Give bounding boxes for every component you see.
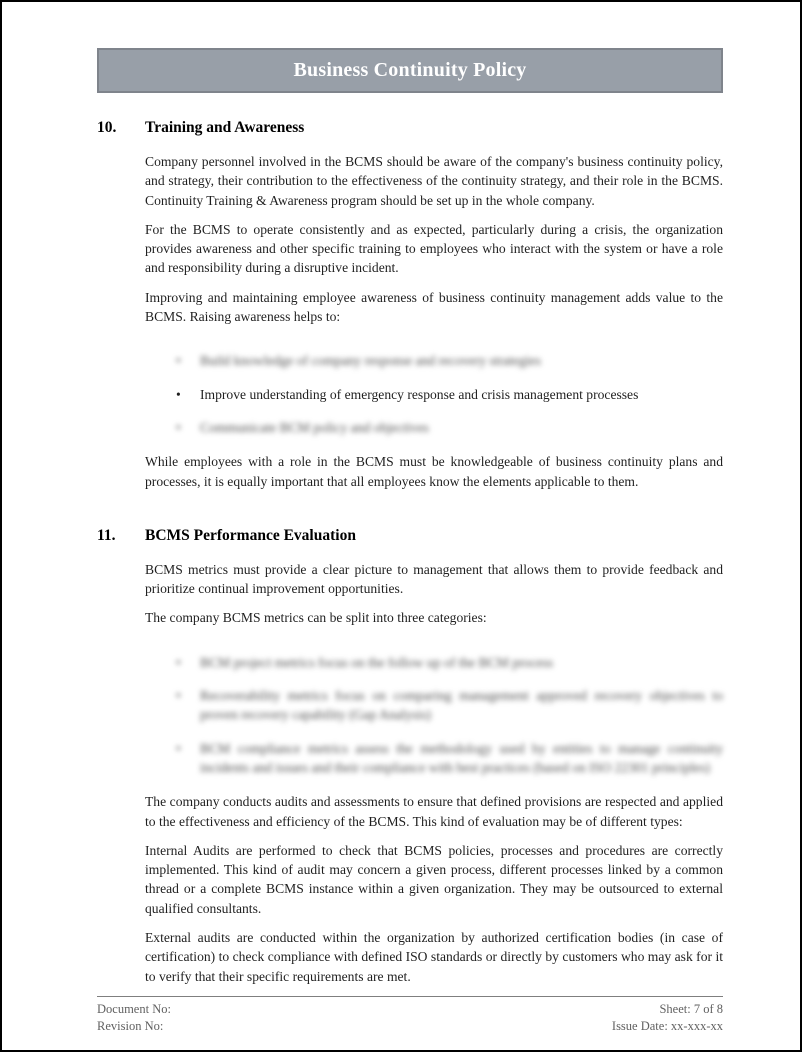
bullet-icon: • [176, 688, 181, 704]
footer-right [612, 1001, 723, 1035]
bullet-icon: • [176, 386, 181, 402]
page-footer [97, 996, 723, 1035]
list-item-text: Recoverability metrics focus on comparing management approved recovery objectives to proven recovery capability (Gap Analysis) [200, 688, 723, 723]
sheet-label: Sheet: 7 of 8 [659, 1001, 723, 1016]
list-item-text: BCM compliance metrics assess the methodology used by entities to manage continuity incidents and issues and their compliance with best practices (based on ISO 22301 principles) [200, 740, 723, 775]
list-item-text: Communicate BCM policy and objectives [200, 419, 429, 435]
revision-no-label: Revision No: [97, 1018, 164, 1033]
section-11-number: 11. [97, 526, 116, 544]
bullet-icon: • [176, 419, 181, 435]
paragraph: The company BCMS metrics can be split into three categories: [145, 610, 487, 626]
paragraph: Improving and maintaining employee awareness of business continuity management adds value to the BCMS. Raising awareness helps to: [145, 289, 723, 325]
document-title-banner [97, 48, 723, 93]
bullet-icon: • [176, 654, 181, 670]
list-item-text: BCM project metrics focus on the follow up of the BCM process [200, 654, 554, 670]
paragraph: The company conducts audits and assessments to ensure that defined provisions are respected and applied to the effectiveness and efficiency of the BCMS. This kind of evaluation may be of different types: [145, 794, 723, 829]
list-item-redacted [145, 351, 723, 370]
page-content [2, 2, 800, 1052]
list-item [145, 385, 723, 404]
paragraph: Company personnel involved in the BCMS should be aware of the company's business continuity policy, and strategy, their contribution to the effectiveness of the continuity strategy, and their role in the BCMS. Continuity Training & Awareness program should be set up in the whole company. [145, 154, 723, 208]
section-10-heading [97, 119, 723, 137]
paragraph: Internal Audits are performed to check that BCMS policies, processes and procedures are correctly implemented. This kind of audit may concern a given process, different processes linked by a common thread or a complete BCMS instance within a given organization. They may be outsourced to external qualified consultants. [145, 842, 723, 916]
document-title: Business Continuity Policy [293, 59, 527, 81]
section-10-title: Training and Awareness [145, 119, 305, 136]
bullet-icon: • [176, 740, 181, 756]
paragraph: BCMS metrics must provide a clear picture to management that allows them to provide feedback and prioritize continual improvement opportunities. [145, 561, 723, 597]
bullet-icon: • [176, 353, 181, 369]
footer-left [97, 1001, 171, 1035]
document-no-label: Document No: [97, 1001, 171, 1016]
section-10-bullet-list [145, 351, 723, 437]
list-item-redacted [145, 686, 723, 725]
list-item-redacted [145, 653, 723, 672]
list-item-text: Improve understanding of emergency response and crisis management processes [200, 386, 639, 402]
list-item-redacted [145, 739, 723, 778]
paragraph: While employees with a role in the BCMS must be knowledgeable of business continuity plans and processes, it is equally important that all employees know the elements applicable to them. [145, 454, 723, 489]
section-10-number: 10. [97, 119, 117, 136]
issue-date-label: Issue Date: xx-xxx-xx [611, 1018, 723, 1033]
list-item-text: Build knowledge of company response and recovery strategies [200, 353, 541, 369]
section-11-title: BCMS Performance Evaluation [145, 526, 356, 544]
section-11-bullet-list [145, 653, 723, 777]
list-item-redacted [145, 418, 723, 437]
paragraph: External audits are conducted within the organization by authorized certification bodies (in case of certification) to check compliance with defined ISO standards or directly by customers who may ask for it to verify that their specific requirements are met. [145, 930, 723, 984]
section-11-heading [97, 527, 723, 545]
paragraph: For the BCMS to operate consistently and as expected, particularly during a crisis, the organization provides awareness and other specific training to employees who interact with the system or have a role and responsibility during a disruptive incident. [145, 221, 723, 276]
